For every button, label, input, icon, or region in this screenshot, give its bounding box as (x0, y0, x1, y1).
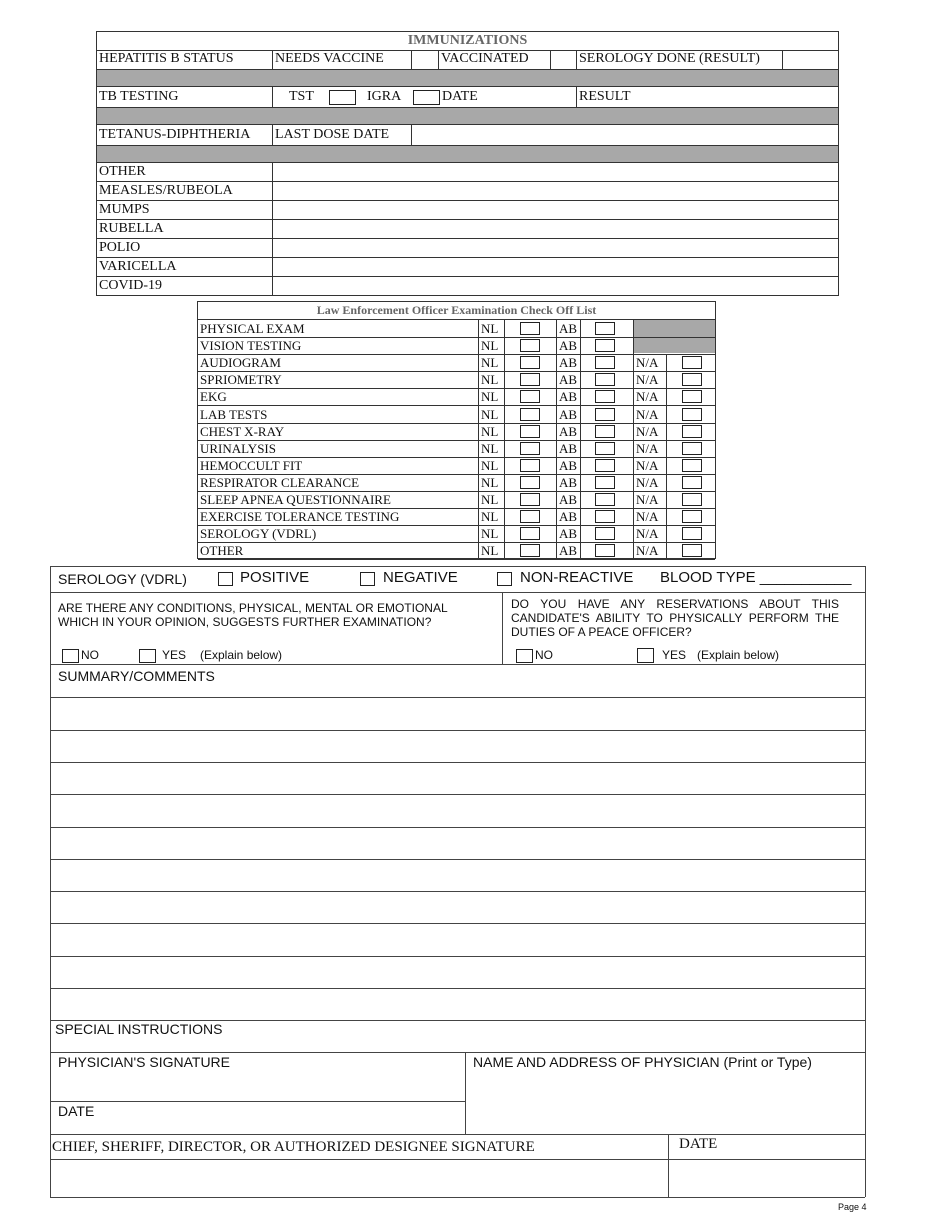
nl-label: NL (481, 423, 499, 439)
ab-checkbox[interactable] (595, 356, 615, 369)
ab-checkbox[interactable] (595, 408, 615, 421)
ab-label: AB (559, 338, 578, 354)
ab-checkbox[interactable] (595, 493, 615, 506)
checklist-item-label: OTHER (200, 543, 244, 559)
nl-label: NL (481, 440, 499, 456)
ab-label: AB (559, 543, 578, 559)
checklist-row (198, 542, 715, 559)
summary-line (50, 697, 865, 698)
non-reactive-checkbox[interactable] (497, 572, 512, 586)
col-divider (478, 337, 479, 354)
nl-label: NL (481, 372, 499, 388)
na-label: N/A (636, 543, 659, 559)
chief-signature-field[interactable] (52, 1161, 666, 1195)
col-divider (478, 371, 479, 388)
q1-explain-label: (Explain below) (200, 648, 283, 662)
non-reactive-label: NON-REACTIVE (520, 569, 634, 586)
col-divider (580, 388, 581, 405)
na-checkbox[interactable] (682, 425, 702, 438)
col-divider (633, 491, 634, 508)
ab-checkbox[interactable] (595, 390, 615, 403)
col-divider (580, 371, 581, 388)
nl-label: NL (481, 406, 499, 422)
imm-row-polio: POLIO (99, 240, 141, 255)
na-checkbox[interactable] (682, 459, 702, 472)
col-divider (504, 320, 505, 337)
col-divider (580, 525, 581, 542)
nl-checkbox[interactable] (520, 459, 540, 472)
checklist-row (198, 320, 715, 337)
col-divider (504, 525, 505, 542)
vaccinated-checkbox[interactable] (551, 51, 576, 68)
na-checkbox[interactable] (682, 527, 702, 540)
ab-label: AB (559, 321, 578, 336)
na-checkbox[interactable] (682, 442, 702, 455)
summary-line (50, 956, 865, 957)
checklist-row (198, 371, 715, 388)
col-divider (666, 406, 667, 423)
col-divider (580, 320, 581, 337)
nl-label: NL (481, 526, 499, 542)
na-checkbox[interactable] (682, 476, 702, 489)
na-label: N/A (636, 440, 659, 456)
col-divider (633, 406, 634, 423)
col-divider (666, 440, 667, 457)
na-label: N/A (636, 474, 659, 490)
ab-label: AB (559, 355, 578, 371)
col-divider (504, 474, 505, 491)
col-divider (666, 457, 667, 474)
question-further-exam: ARE THERE ANY CONDITIONS, PHYSICAL, MENTAL OR EMOTIONAL WHICH IN YOUR OPINION, SUGGESTS FURTHER EXAMINATION? (58, 601, 448, 629)
q2-explain-label: (Explain below) (697, 648, 780, 662)
ab-checkbox[interactable] (595, 459, 615, 472)
col-divider (556, 491, 557, 508)
checklist-item-label: SLEEP APNEA QUESTIONNAIRE (200, 492, 391, 507)
col-divider (633, 542, 634, 559)
imm-row-other: OTHER (99, 164, 146, 179)
nl-checkbox[interactable] (520, 356, 540, 369)
checklist-item-label: VISION TESTING (200, 338, 302, 354)
tst-label: TST (289, 89, 314, 104)
ab-checkbox[interactable] (595, 373, 615, 386)
tb-testing-label: TB TESTING (99, 89, 179, 104)
na-checkbox[interactable] (682, 544, 702, 557)
serology-result-field[interactable] (783, 51, 837, 68)
ab-checkbox[interactable] (595, 442, 615, 455)
ab-label: AB (559, 406, 578, 422)
col-divider (556, 474, 557, 491)
ab-checkbox[interactable] (595, 339, 615, 352)
chief-signature-label: CHIEF, SHERIFF, DIRECTOR, OR AUTHORIZED DESIGNEE SIGNATURE (52, 1139, 535, 1155)
col-divider (580, 542, 581, 559)
col-divider (666, 371, 667, 388)
na-checkbox[interactable] (682, 510, 702, 523)
checklist-row (198, 388, 715, 405)
chief-date-label: DATE (679, 1136, 718, 1152)
negative-label: NEGATIVE (383, 569, 458, 586)
col-divider (556, 457, 557, 474)
ab-checkbox[interactable] (595, 425, 615, 438)
checklist-item-label: AUDIOGRAM (200, 355, 281, 371)
nl-label: NL (481, 338, 499, 354)
na-label: N/A (636, 406, 659, 422)
tb-result-label: RESULT (579, 89, 631, 104)
imm-row-measles: MEASLES/RUBEOLA (99, 183, 233, 198)
q1-no-label: NO (81, 648, 99, 662)
serology-label: SEROLOGY (VDRL) (58, 571, 187, 587)
nl-label: NL (481, 492, 499, 507)
na-label: N/A (636, 389, 659, 405)
page-number: Page 4 (838, 1202, 867, 1212)
physician-name-address-field[interactable] (468, 1072, 862, 1132)
checklist-item-label: PHYSICAL EXAM (200, 321, 305, 336)
ab-checkbox[interactable] (595, 544, 615, 557)
col-divider (504, 440, 505, 457)
col-divider (478, 457, 479, 474)
col-divider (504, 542, 505, 559)
last-dose-date-field[interactable] (412, 125, 837, 144)
col-divider (580, 508, 581, 525)
summary-line (50, 794, 865, 795)
col-divider (504, 423, 505, 440)
col-divider (633, 320, 634, 337)
summary-line (50, 988, 865, 989)
col-divider (504, 337, 505, 354)
checklist-item-label: SPRIOMETRY (200, 372, 282, 388)
igra-label: IGRA (367, 89, 402, 104)
checklist-row (198, 423, 715, 440)
col-divider (556, 423, 557, 440)
q1-yes-checkbox[interactable] (139, 649, 156, 663)
q2-yes-label: YES (662, 648, 687, 662)
summary-line (50, 827, 865, 828)
col-divider (633, 457, 634, 474)
q2-no-checkbox[interactable] (516, 649, 533, 663)
checklist-title: Law Enforcement Officer Examination Check Off List (316, 303, 597, 317)
tst-checkbox[interactable] (329, 90, 356, 105)
na-checkbox[interactable] (682, 356, 702, 369)
exam-checklist (197, 301, 716, 559)
col-divider (478, 508, 479, 525)
col-divider (478, 423, 479, 440)
nl-label: NL (481, 457, 499, 473)
na-label: N/A (636, 526, 659, 542)
checklist-row (198, 474, 715, 491)
col-divider (666, 388, 667, 405)
nl-checkbox[interactable] (520, 510, 540, 523)
col-divider (478, 406, 479, 423)
immunizations-table (96, 31, 839, 296)
imm-row-varicella: VARICELLA (99, 259, 177, 274)
chief-date-field[interactable] (670, 1161, 863, 1195)
na-label: N/A (636, 423, 659, 439)
col-divider (633, 354, 634, 371)
imm-row-covid: COVID-19 (99, 278, 162, 293)
imm-row-rubella: RUBELLA (99, 221, 164, 236)
imm-row-mumps: MUMPS (99, 202, 150, 217)
col-divider (633, 337, 634, 354)
checklist-row (198, 508, 715, 525)
col-divider (504, 388, 505, 405)
question-reservations: DO YOU HAVE ANY RESERVATIONS ABOUT THIS CANDIDATE'S ABILITY TO PHYSICALLY PERFORM THE DUTIES OF A PEACE OFFICER? (511, 597, 839, 639)
col-divider (556, 406, 557, 423)
col-divider (580, 491, 581, 508)
col-divider (478, 491, 479, 508)
na-label: N/A (636, 492, 659, 507)
col-divider (556, 371, 557, 388)
checklist-row (198, 354, 715, 371)
col-divider (478, 542, 479, 559)
col-divider (478, 388, 479, 405)
checklist-item-label: HEMOCCULT FIT (200, 457, 303, 473)
summary-line (50, 730, 865, 731)
nl-checkbox[interactable] (520, 527, 540, 540)
col-divider (633, 508, 634, 525)
nl-checkbox[interactable] (520, 339, 540, 352)
tb-date-label: DATE (442, 89, 478, 104)
ab-label: AB (559, 509, 578, 525)
physician-signature-label: PHYSICIAN'S SIGNATURE (58, 1054, 230, 1070)
ab-checkbox[interactable] (595, 510, 615, 523)
nl-checkbox[interactable] (520, 544, 540, 557)
col-divider (666, 474, 667, 491)
checklist-row (198, 337, 715, 354)
col-divider (504, 491, 505, 508)
summary-label: SUMMARY/COMMENTS (58, 668, 215, 684)
nl-checkbox[interactable] (520, 442, 540, 455)
col-divider (633, 474, 634, 491)
col-divider (580, 440, 581, 457)
col-divider (666, 354, 667, 371)
checklist-item-label: EKG (200, 389, 227, 405)
summary-line (50, 762, 865, 763)
nl-checkbox[interactable] (520, 373, 540, 386)
hep-b-label: HEPATITIS B STATUS (99, 51, 234, 66)
col-divider (504, 508, 505, 525)
row-divider (198, 559, 715, 560)
serology-done-label: SEROLOGY DONE (RESULT) (579, 51, 760, 66)
checklist-row (198, 457, 715, 474)
nl-checkbox[interactable] (520, 493, 540, 506)
special-instructions-label: SPECIAL INSTRUCTIONS (55, 1021, 223, 1037)
ab-label: AB (559, 440, 578, 456)
col-divider (633, 388, 634, 405)
col-divider (666, 491, 667, 508)
col-divider (504, 371, 505, 388)
ab-label: AB (559, 423, 578, 439)
col-divider (556, 388, 557, 405)
nl-checkbox[interactable] (520, 476, 540, 489)
checklist-item-label: URINALYSIS (200, 440, 276, 456)
nl-label: NL (481, 509, 499, 525)
col-divider (580, 337, 581, 354)
na-label: N/A (636, 372, 659, 388)
nl-label: NL (481, 543, 499, 559)
col-divider (580, 406, 581, 423)
col-divider (580, 474, 581, 491)
ab-label: AB (559, 372, 578, 388)
col-divider (478, 474, 479, 491)
col-divider (504, 354, 505, 371)
needs-vaccine-label: NEEDS VACCINE (275, 51, 384, 66)
col-divider (666, 542, 667, 559)
col-divider (633, 423, 634, 440)
col-divider (478, 440, 479, 457)
checklist-item-label: RESPIRATOR CLEARANCE (200, 474, 360, 490)
col-divider (504, 406, 505, 423)
ab-label: AB (559, 474, 578, 490)
ab-label: AB (559, 389, 578, 405)
nl-label: NL (481, 474, 499, 490)
na-label: N/A (636, 509, 659, 525)
positive-checkbox[interactable] (218, 572, 233, 586)
na-checkbox[interactable] (682, 390, 702, 403)
tetanus-label: TETANUS-DIPHTHERIA (99, 127, 251, 142)
col-divider (666, 423, 667, 440)
summary-line (50, 923, 865, 924)
ab-checkbox[interactable] (595, 322, 615, 335)
na-label: N/A (636, 355, 659, 371)
checklist-item-label: SEROLOGY (VDRL) (200, 526, 317, 542)
q1-yes-label: YES (162, 648, 187, 662)
na-label: N/A (636, 457, 659, 473)
col-divider (556, 320, 557, 337)
col-divider (478, 354, 479, 371)
ab-label: AB (559, 492, 578, 507)
col-divider (556, 337, 557, 354)
immunizations-title: IMMUNIZATIONS (407, 33, 528, 48)
checklist-item-label: LAB TESTS (200, 406, 268, 422)
ab-checkbox[interactable] (595, 476, 615, 489)
nl-checkbox[interactable] (520, 425, 540, 438)
col-divider (580, 423, 581, 440)
nl-checkbox[interactable] (520, 322, 540, 335)
col-divider (633, 525, 634, 542)
na-checkbox[interactable] (682, 373, 702, 386)
col-divider (633, 440, 634, 457)
needs-vaccine-checkbox[interactable] (412, 51, 437, 68)
na-checkbox[interactable] (682, 408, 702, 421)
negative-checkbox[interactable] (360, 572, 375, 586)
checklist-row (198, 440, 715, 457)
nl-checkbox[interactable] (520, 390, 540, 403)
checklist-row (198, 491, 715, 508)
checklist-item-label: EXERCISE TOLERANCE TESTING (200, 509, 400, 525)
ab-checkbox[interactable] (595, 527, 615, 540)
ab-label: AB (559, 457, 578, 473)
positive-label: POSITIVE (240, 569, 310, 586)
col-divider (666, 525, 667, 542)
igra-checkbox[interactable] (413, 90, 440, 105)
na-checkbox[interactable] (682, 493, 702, 506)
col-divider (580, 354, 581, 371)
blood-type-field[interactable]: BLOOD TYPE ___________ (660, 569, 852, 586)
col-divider (504, 457, 505, 474)
nl-label: NL (481, 389, 499, 405)
q1-no-checkbox[interactable] (62, 649, 79, 663)
col-divider (556, 525, 557, 542)
ab-label: AB (559, 526, 578, 542)
nl-checkbox[interactable] (520, 408, 540, 421)
col-divider (633, 371, 634, 388)
vaccinated-label: VACCINATED (441, 51, 529, 66)
checklist-row (198, 525, 715, 542)
physician-signature-field[interactable] (52, 1072, 462, 1100)
col-divider (580, 457, 581, 474)
col-divider (666, 508, 667, 525)
col-divider (556, 508, 557, 525)
col-divider (556, 440, 557, 457)
physician-name-address-label: NAME AND ADDRESS OF PHYSICIAN (Print or Type) (473, 1054, 812, 1070)
col-divider (478, 525, 479, 542)
col-divider (556, 542, 557, 559)
checklist-item-label: CHEST X-RAY (200, 423, 285, 439)
nl-label: NL (481, 355, 499, 371)
col-divider (478, 320, 479, 337)
checklist-row (198, 406, 715, 423)
summary-line (50, 891, 865, 892)
col-divider (556, 354, 557, 371)
summary-line (50, 859, 865, 860)
physician-date-label: DATE (58, 1103, 95, 1119)
last-dose-date-label: LAST DOSE DATE (275, 127, 390, 142)
nl-label: NL (481, 321, 499, 336)
q2-yes-checkbox[interactable] (637, 648, 654, 663)
q2-no-label: NO (535, 648, 553, 662)
